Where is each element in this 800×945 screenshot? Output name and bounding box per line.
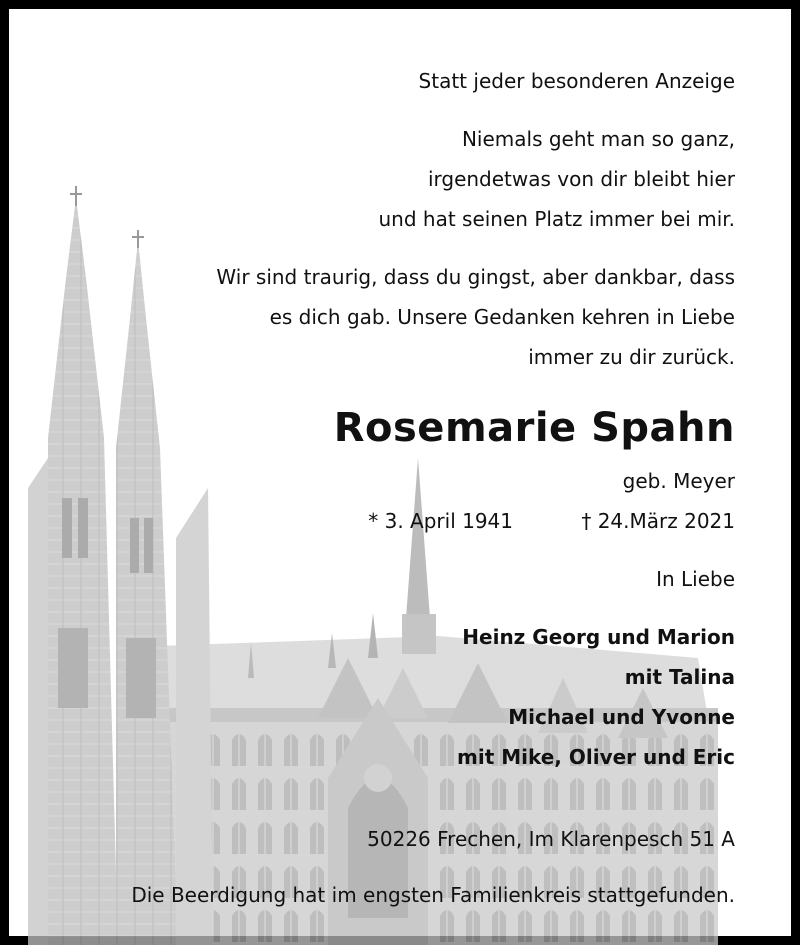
closing-line: In Liebe <box>656 567 735 591</box>
statement-line: Wir sind traurig, dass du gingst, aber dankbar, dass <box>216 265 735 289</box>
mourner-line: Heinz Georg und Marion <box>462 625 735 649</box>
statement-line: immer zu dir zurück. <box>528 345 735 369</box>
death-date: † 24.März 2021 <box>581 509 735 533</box>
birth-date: * 3. April 1941 <box>368 509 513 533</box>
poem-line: Niemals geht man so ganz, <box>461 127 735 151</box>
deceased-name: Rosemarie Spahn <box>333 405 735 451</box>
mourner-line: Michael und Yvonne <box>508 705 735 729</box>
mourner-line: mit Mike, Oliver und Eric <box>457 745 735 769</box>
funeral-note: Die Beerdigung hat im engsten Familienkreis stattgefunden. <box>131 883 735 907</box>
header-line: Statt jeder besonderen Anzeige <box>418 69 735 93</box>
poem-line: und hat seinen Platz immer bei mir. <box>378 207 735 231</box>
maiden-name: geb. Meyer <box>622 469 735 493</box>
address-line: 50226 Frechen, Im Klarenpesch 51 A <box>367 827 735 851</box>
poem-line: irgendetwas von dir bleibt hier <box>427 167 735 191</box>
statement-line: es dich gab. Unsere Gedanken kehren in Liebe <box>269 305 735 329</box>
mourner-line: mit Talina <box>624 665 735 689</box>
